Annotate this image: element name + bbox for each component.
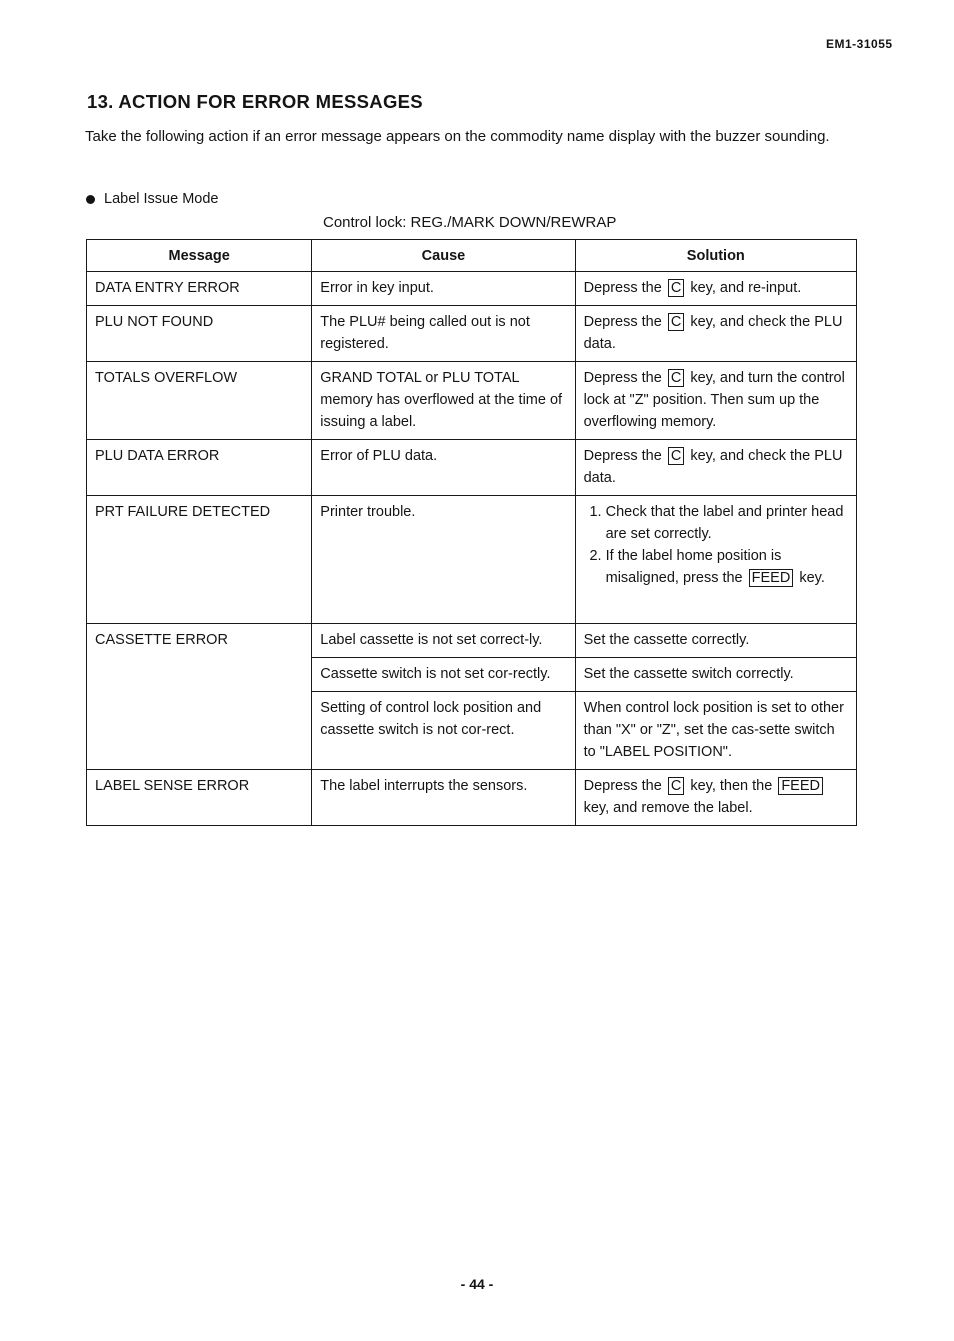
- solution-cell: Set the cassette switch correctly.: [575, 658, 856, 692]
- c-key-icon: C: [668, 447, 684, 465]
- solution-text: key, and check the PLU data.: [583, 448, 843, 486]
- c-key-icon: C: [668, 313, 684, 331]
- solution-text: Depress the: [583, 778, 662, 794]
- feed-key-icon: FEED: [749, 569, 794, 587]
- cause-cell: The label interrupts the sensors.: [312, 770, 575, 826]
- mode-item: [86, 191, 218, 207]
- cause-cell: Cassette switch is not set cor-rectly.: [312, 658, 575, 692]
- bullet-icon: [86, 195, 95, 204]
- c-key-icon: C: [668, 777, 684, 795]
- message-cell: TOTALS OVERFLOW: [87, 362, 312, 440]
- solution-text: Depress the: [583, 448, 662, 464]
- solution-text: Depress the: [583, 314, 662, 330]
- solution-text: key, and check the PLU data.: [583, 314, 843, 352]
- table-row: [87, 362, 857, 440]
- message-cell: CASSETTE ERROR: [87, 624, 312, 770]
- mode-label: Label Issue Mode: [104, 191, 219, 207]
- intro-paragraph: Take the following action if an error message appears on the commodity name display with the buzzer sounding.: [85, 128, 830, 145]
- step-2: [606, 545, 848, 589]
- solution-cell: [575, 306, 856, 362]
- table-row: [87, 770, 857, 826]
- header-message: Message: [87, 240, 312, 272]
- cause-cell: Label cassette is not set correct-ly.: [312, 624, 575, 658]
- c-key-icon: C: [668, 279, 684, 297]
- control-lock-note: Control lock: REG./MARK DOWN/REWRAP: [323, 214, 617, 231]
- cause-cell: The PLU# being called out is not registered.: [312, 306, 575, 362]
- error-messages-table: [86, 239, 857, 826]
- document-id: EM1-31055: [826, 37, 893, 51]
- table-row: [87, 272, 857, 306]
- table-row: [87, 624, 857, 658]
- solution-text: Depress the: [583, 370, 662, 386]
- header-cause: Cause: [312, 240, 575, 272]
- message-cell: DATA ENTRY ERROR: [87, 272, 312, 306]
- cause-cell: Error in key input.: [312, 272, 575, 306]
- solution-text: key, and turn the control lock at "Z" position. Then sum up the overflowing memory.: [583, 370, 845, 430]
- solution-cell: When control lock position is set to other than "X" or "Z", set the cas-sette switch to "LABEL POSITION".: [575, 692, 856, 770]
- solution-cell: [575, 362, 856, 440]
- solution-cell: [575, 272, 856, 306]
- feed-key-icon: FEED: [778, 777, 823, 795]
- page-number: - 44 -: [460, 1276, 494, 1292]
- table-row: [87, 440, 857, 496]
- message-cell: PRT FAILURE DETECTED: [87, 496, 312, 624]
- message-cell: PLU DATA ERROR: [87, 440, 312, 496]
- message-cell: LABEL SENSE ERROR: [87, 770, 312, 826]
- solution-text: key, and re-input.: [690, 280, 802, 296]
- section-title: 13. ACTION FOR ERROR MESSAGES: [87, 91, 423, 112]
- table-row: [87, 306, 857, 362]
- solution-text: key, then the: [690, 778, 773, 794]
- solution-steps: [584, 501, 848, 589]
- solution-cell: [575, 770, 856, 826]
- solution-text: If the label home position is misaligned, press the: [605, 548, 782, 586]
- solution-cell: Set the cassette correctly.: [575, 624, 856, 658]
- cause-cell: Setting of control lock position and cassette switch is not cor-rect.: [312, 692, 575, 770]
- cause-cell: Printer trouble.: [312, 496, 575, 624]
- cause-cell: Error of PLU data.: [312, 440, 575, 496]
- solution-text: Depress the: [583, 280, 662, 296]
- solution-cell: [575, 440, 856, 496]
- table-header-row: [87, 240, 857, 272]
- header-solution: Solution: [575, 240, 856, 272]
- solution-text: key, and remove the label.: [583, 800, 753, 816]
- table-row: [87, 496, 857, 624]
- step-1: 1. Check that the label and printer head are set correctly.: [606, 501, 848, 545]
- solution-cell: [575, 496, 856, 624]
- cause-cell: GRAND TOTAL or PLU TOTAL memory has overflowed at the time of issuing a label.: [312, 362, 575, 440]
- message-cell: PLU NOT FOUND: [87, 306, 312, 362]
- c-key-icon: C: [668, 369, 684, 387]
- solution-text: key.: [799, 570, 825, 586]
